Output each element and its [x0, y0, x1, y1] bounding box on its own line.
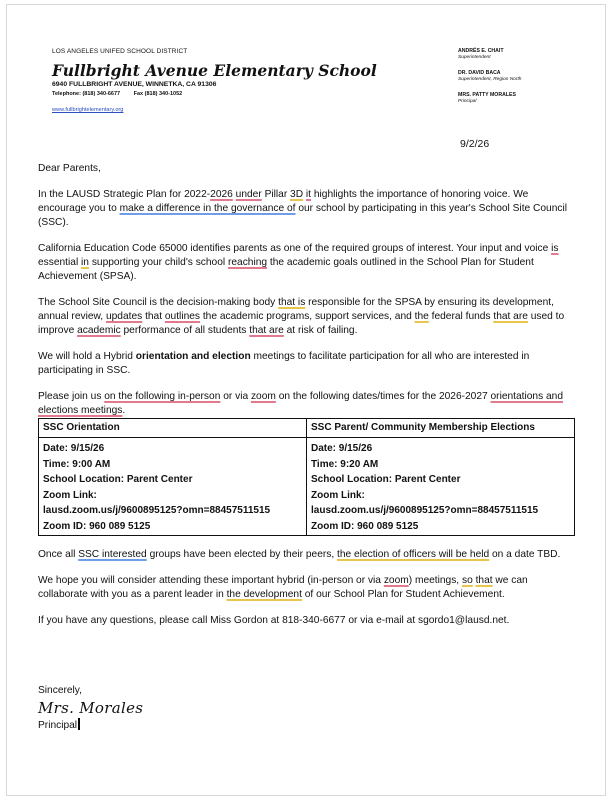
- flagged-word: 3D: [290, 189, 304, 200]
- staff-name: DR. DAVID BACA: [458, 70, 501, 76]
- paragraph-hybrid: We will hold a Hybrid orientation and election meetings to facilitate participation for all who are interested in participating in SSC.: [38, 351, 530, 376]
- elections-zoom-link: lausd.zoom.us/j/9600895125?omn=88457511515: [311, 505, 539, 516]
- paragraph-site-council: The School Site Council is the decision-making body that is responsible for the SPSA by ensuring its development, annual review, updates that outlines the academic programs, support services, and the federal funds that are used to improve academic performance of all students that are at risk of failing.: [38, 297, 565, 336]
- paragraph-collaborate: We hope you will consider attending these important hybrid (in-person or via zoom) meetings, so that we can collaborate with you as a parent leader in the development of our School Plan for Student Achievement.: [38, 575, 528, 600]
- greeting: Dear Parents,: [38, 163, 101, 174]
- flagged-word: reaching: [227, 257, 268, 268]
- elections-time: Time: 9:20 AM: [311, 458, 379, 470]
- flagged-word: the: [414, 311, 429, 322]
- flagged-phrase: that are: [249, 325, 284, 336]
- flagged-word: it: [305, 189, 312, 200]
- flagged-word: in: [81, 257, 89, 268]
- meeting-schedule-table: [38, 418, 575, 536]
- flagged-word: so: [461, 575, 473, 586]
- signer-title: Principal: [38, 718, 143, 733]
- flagged-phrase: the election of officers will be held: [337, 549, 490, 560]
- flagged-word: outlines: [164, 311, 201, 322]
- orientation-zoom-link: lausd.zoom.us/j/9600895125?omn=88457511515: [43, 505, 271, 516]
- staff-title: Superintendent, Region North: [458, 77, 522, 82]
- staff-entry: [458, 92, 578, 105]
- staff-list: [458, 48, 578, 114]
- contact-line: [52, 91, 382, 97]
- paragraph-join-us: Please join us on the following in-person or via zoom on the following dates/times for the 2026-2027 orientations and elections meetings.: [38, 391, 564, 416]
- orientation-zoom-id: Zoom ID: 960 089 5125: [43, 520, 151, 532]
- table-header-orientation: SSC Orientation: [39, 419, 307, 438]
- website-link[interactable]: www.fullbrightelementary.org: [52, 107, 124, 113]
- letter-date: 9/2/26: [460, 138, 490, 150]
- paragraph-questions: If you have any questions, please call Miss Gordon at 818-340-6677 or via e-mail at sgordo1@lausd.net.: [38, 615, 510, 626]
- flagged-phrase: that is: [278, 297, 306, 308]
- elections-location: School Location: Parent Center: [311, 474, 461, 485]
- text-cursor: [78, 718, 80, 730]
- orientation-zoom-label: Zoom Link:: [43, 489, 97, 501]
- flagged-phrase: SSC interested: [78, 549, 147, 560]
- elections-date: Date: 9/15/26: [311, 443, 373, 454]
- flagged-word: zoom: [383, 575, 409, 586]
- staff-entry: [458, 70, 578, 83]
- paragraph-education-code: California Education Code 65000 identifies parents as one of the required groups of interest. Your input and voice is essential in supporting your child's school reaching the academic goals outlined in the School Plan for Student Achievement (SPSA).: [38, 243, 559, 282]
- bold-phrase: orientation and election: [135, 351, 251, 362]
- letterhead: [52, 48, 382, 113]
- staff-title: Superintendent: [458, 55, 491, 60]
- flagged-word: that: [475, 575, 493, 586]
- school-address: 6940 FULLBRIGHT AVENUE, WINNETKA, CA 91306: [52, 81, 217, 88]
- sincerely: Sincerely,: [38, 685, 82, 696]
- flagged-word: zoom: [250, 391, 276, 402]
- orientation-date: Date: 9/15/26: [43, 443, 105, 454]
- flagged-word: is: [551, 243, 559, 254]
- flagged-word: 2026: [210, 189, 233, 200]
- school-name: Fullbright Avenue Elementary School: [52, 61, 377, 80]
- fax: Fax (818) 340-1052: [133, 91, 183, 97]
- elections-zoom-id: Zoom ID: 960 089 5125: [311, 520, 419, 532]
- staff-name: MRS. PATTY MORALES: [458, 92, 516, 98]
- flagged-phrase: orientations and elections meetings: [38, 391, 564, 416]
- signature: Mrs. Morales: [38, 699, 144, 717]
- letter-body[interactable]: [38, 162, 578, 640]
- closing-block: [38, 684, 143, 733]
- orientation-location: School Location: Parent Center: [43, 474, 193, 485]
- flagged-word: updates: [105, 311, 143, 322]
- paragraph-officers: Once all SSC interested groups have been elected by their peers, the election of officers will be held on a date TBD.: [38, 549, 561, 560]
- staff-name: ANDRÉS E. CHAIT: [458, 48, 504, 54]
- orientation-time: Time: 9:00 AM: [43, 458, 111, 470]
- flagged-word: academic: [77, 325, 121, 336]
- table-header-elections: SSC Parent/ Community Membership Elections: [307, 419, 575, 438]
- flagged-phrase: on the following in-person: [104, 391, 221, 402]
- flagged-phrase: the development: [226, 589, 302, 600]
- elections-details: [307, 438, 575, 536]
- district-name: LOS ANGELES UNIFED SCHOOL DISTRICT: [52, 48, 188, 55]
- flagged-phrase: make a difference in the governance of: [119, 203, 296, 214]
- flagged-word: under: [235, 189, 262, 200]
- staff-entry: [458, 48, 578, 61]
- flagged-phrase: that are: [493, 311, 528, 322]
- paragraph-strategic-plan: In the LAUSD Strategic Plan for 2022-2026 under Pillar 3D it highlights the importance of honoring voice. We encourage you to make a difference in the governance of our school by participating in this year's School Site Council (SSC).: [38, 189, 568, 228]
- orientation-details: [39, 438, 307, 536]
- telephone: Telephone: (818) 340-6677: [52, 91, 121, 97]
- staff-title: Principal: [458, 99, 477, 104]
- elections-zoom-label: Zoom Link:: [311, 489, 365, 501]
